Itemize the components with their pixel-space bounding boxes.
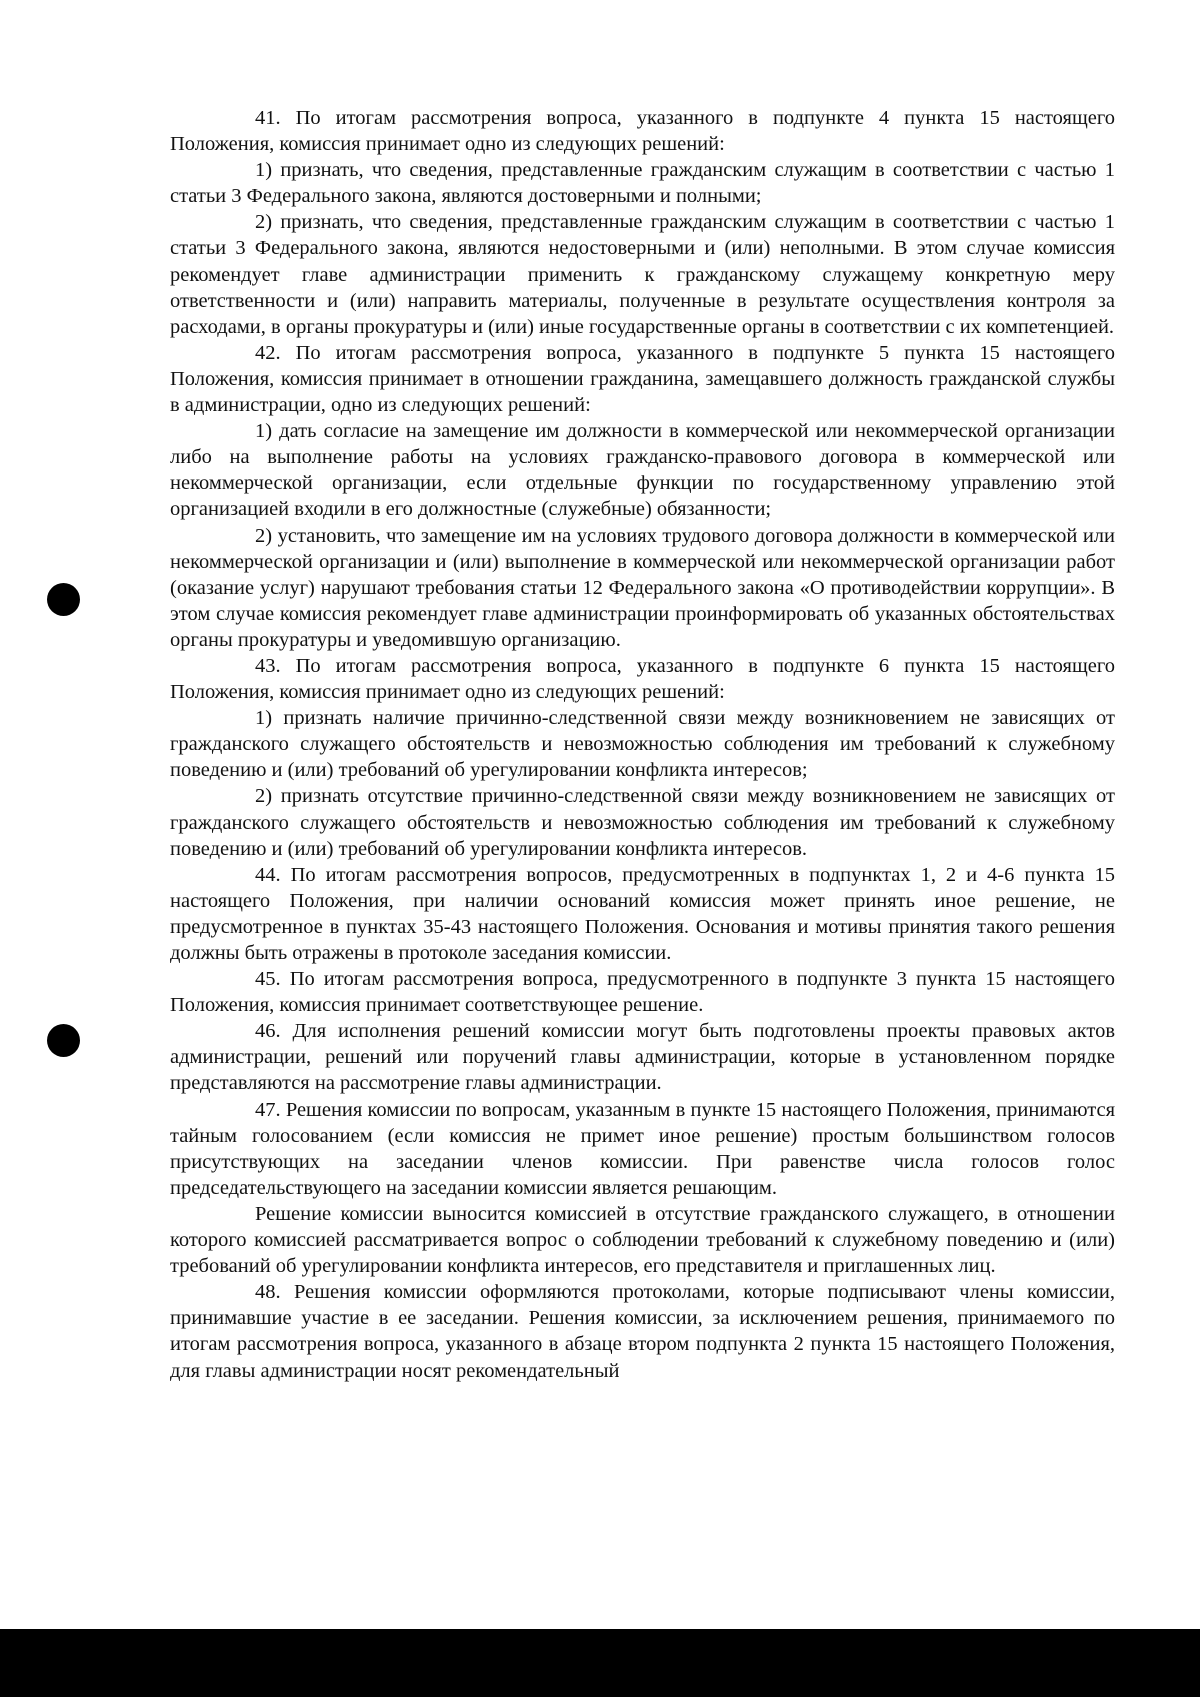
paragraph-45: 45. По итогам рассмотрения вопроса, предусмотренного в подпункте 3 пункта 15 настоящего Положения, комиссия принимает соответствующее решение. bbox=[170, 968, 1115, 1017]
paragraph-47: 47. Решения комиссии по вопросам, указанным в пункте 15 настоящего Положения, принимаются тайным голосованием (если комиссия не примет иное решение) простым большинством голосов присутствующих на заседании членов комиссии. При равенстве числа голосов голос председательствующего на заседании комиссии является решающим. bbox=[170, 1098, 1115, 1199]
paragraph-43: 43. По итогам рассмотрения вопроса, указанного в подпункте 6 пункта 15 настоящего Положения, комиссия принимает одно из следующих решений: bbox=[170, 654, 1115, 704]
paragraph-41-item-2: 2) признать, что сведения, представленные гражданским служащим в соответствии с частью 1 статьи 3 Федерального закона, являются недостоверными и (или) неполными. В этом случае комиссия рекомендует главе администрации применить к гражданскому служащему конкретную меру ответственности и (или) направить материалы, полученные в результате осуществления контроля за расходами, в органы прокуратуры и (или) иные государственные органы в соответствии с их компетенцией. bbox=[170, 211, 1115, 338]
document-body bbox=[170, 105, 1115, 1384]
paragraph-42: 42. По итогам рассмотрения вопроса, указанного в подпункте 5 пункта 15 настоящего Положения, комиссия принимает в отношении гражданина, замещавшего должность гражданской службы в администрации, одно из следующих решений: bbox=[170, 341, 1115, 417]
paragraph-43-item-2: 2) признать отсутствие причинно-следственной связи между возникновением не зависящих от гражданского служащего обстоятельств и невозможностью соблюдения им требований к служебному поведению и (или) требований об урегулировании конфликта интересов. bbox=[170, 785, 1115, 860]
scan-bottom-edge bbox=[0, 1629, 1200, 1697]
paragraph-47-decision: Решение комиссии выносится комиссией в отсутствие гражданского служащего, в отношении которого комиссией рассматривается вопрос о соблюдении требований к служебному поведению и (или) требований об урегулировании конфликта интересов, его представителя и приглашенных лиц. bbox=[170, 1202, 1115, 1278]
paragraph-41: 41. По итогам рассмотрения вопроса, указанного в подпункте 4 пункта 15 настоящего Положения, комиссия принимает одно из следующих решений: bbox=[170, 107, 1115, 156]
paragraph-42-item-1: 1) дать согласие на замещение им должности в коммерческой или некоммерческой организации либо на выполнение работы на условиях гражданско-правового договора в коммерческой или некоммерческой организации, если отдельные функции по государственному управлению этой организацией входили в его должностные (служебные) обязанности; bbox=[170, 420, 1115, 521]
paragraph-42-item-2: 2) установить, что замещение им на условиях трудового договора должности в коммерческой или некоммерческой организации и (или) выполнение в коммерческой или некоммерческой организации работ (оказание услуг) нарушают требования статьи 12 Федерального закона «О противодействии коррупции». В этом случае комиссия рекомендует главе администрации проинформировать об указанных обстоятельствах органы прокуратуры и уведомившую организацию. bbox=[170, 524, 1115, 651]
punch-hole-mark bbox=[47, 583, 80, 616]
paragraph-44: 44. По итогам рассмотрения вопросов, предусмотренных в подпунктах 1, 2 и 4-6 пункта 15 настоящего Положения, при наличии оснований комиссия может принять иное решение, не предусмотренное в пунктах 35-43 настоящего Положения. Основания и мотивы принятия такого решения должны быть отражены в протоколе заседания комиссии. bbox=[170, 863, 1115, 964]
paragraph-41-item-1: 1) признать, что сведения, представленные гражданским служащим в соответствии с частью 1 статьи 3 Федерального закона, являются достоверными и полными; bbox=[170, 159, 1115, 208]
punch-hole-mark bbox=[47, 1024, 80, 1057]
paragraph-43-item-1: 1) признать наличие причинно-следственной связи между возникновением не зависящих от гражданского служащего обстоятельств и невозможностью соблюдения им требований к служебному поведению и (или) требований об урегулировании конфликта интересов; bbox=[170, 707, 1115, 782]
paragraph-48: 48. Решения комиссии оформляются протоколами, которые подписывают члены комиссии, принимавшие участие в ее заседании. Решения комиссии, за исключением решения, принимаемого по итогам рассмотрения вопроса, указанного в абзаце втором подпункта 2 пункта 15 настоящего Положения, для главы администрации носят рекомендательный bbox=[170, 1281, 1115, 1382]
paragraph-46: 46. Для исполнения решений комиссии могут быть подготовлены проекты правовых актов администрации, решений или поручений главы администрации, которые в установленном порядке представляются на рассмотрение главы администрации. bbox=[170, 1020, 1115, 1095]
